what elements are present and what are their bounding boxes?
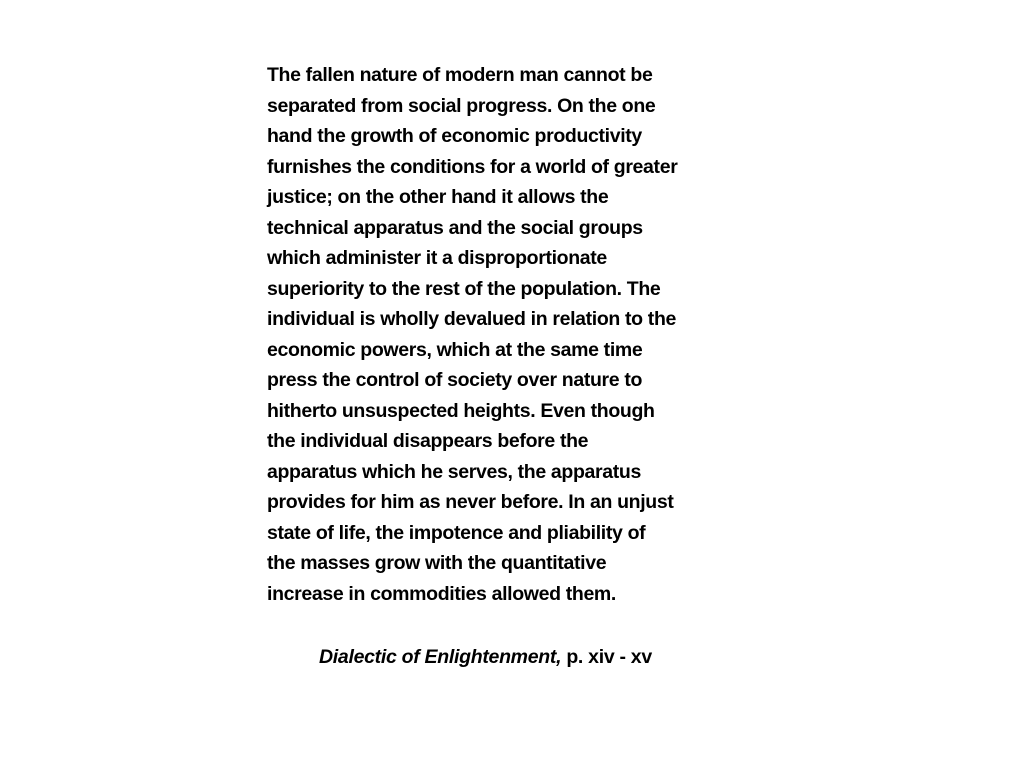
quote-line: individual is wholly devalued in relation to the: [267, 308, 677, 330]
quote-line: technical apparatus and the social groups: [267, 216, 643, 239]
quote-line: the masses grow with the quantitative: [267, 552, 607, 574]
citation-pages: p. xiv - xv: [566, 646, 652, 668]
quote-line: superiority to the rest of the population. The: [267, 277, 661, 300]
quote-paragraph: [267, 60, 767, 609]
quote-line: The fallen nature of modern man cannot be: [267, 64, 653, 86]
quote-line: hitherto unsuspected heights. Even though: [267, 399, 655, 422]
quote-line: state of life, the impotence and pliability of: [267, 521, 646, 544]
quote-line: the individual disappears before the: [267, 430, 589, 452]
citation-title: Dialectic of Enlightenment,: [319, 646, 562, 668]
quote-line: press the control of society over nature to: [267, 369, 643, 391]
citation: [319, 642, 652, 672]
quote-line: increase in commodities allowed them.: [267, 582, 616, 605]
quote-line: which administer it a disproportionate: [267, 247, 607, 269]
quote-line: provides for him as never before. In an unjust: [267, 491, 674, 513]
quote-line: furnishes the conditions for a world of greater: [267, 155, 678, 178]
quote-line: separated from social progress. On the one: [267, 94, 656, 117]
quote-line: apparatus which he serves, the apparatus: [267, 460, 641, 483]
quote-line: hand the growth of economic productivity: [267, 125, 642, 147]
quote-line: justice; on the other hand it allows the: [267, 186, 609, 208]
quote-line: economic powers, which at the same time: [267, 338, 643, 361]
